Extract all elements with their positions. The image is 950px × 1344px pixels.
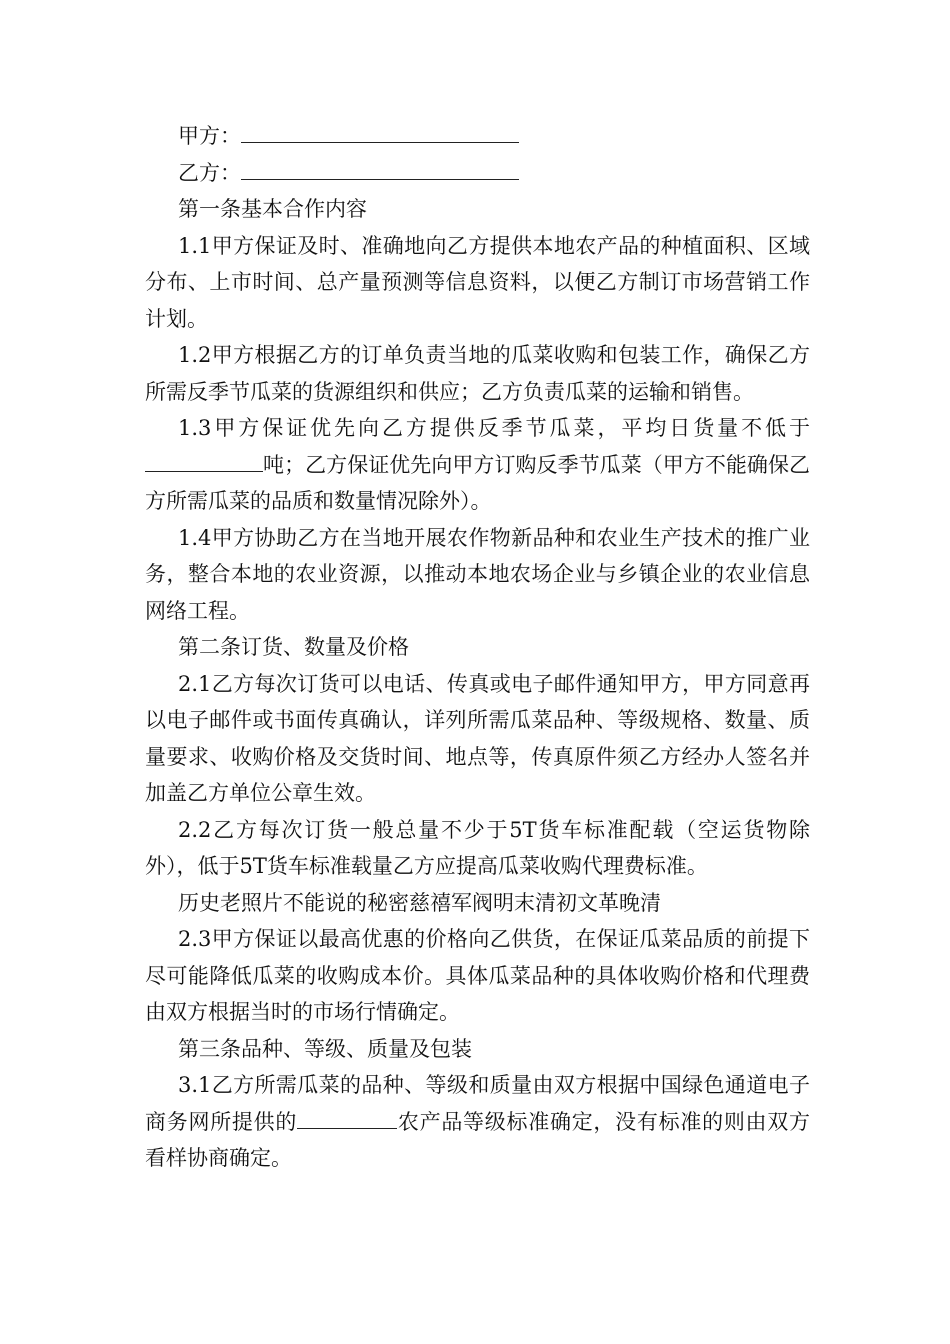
clause-1-3 [145,410,810,520]
clause-2-3: 2.3甲方保证以最高优惠的价格向乙供货，在保证瓜菜品质的前提下尽可能降低瓜菜的收购成本价。具体瓜菜品种的具体收购价格和代理费由双方根据当时的市场行情确定。 [145,927,810,1024]
standard-blank [297,1108,397,1129]
section-2-title: 第二条订货、数量及价格 [178,635,409,659]
party-a-label: 甲方： [178,124,241,148]
tonnage-blank [145,451,263,472]
party-b-label: 乙方： [178,160,241,185]
party-b-line [145,155,810,192]
clause-3-1-pre: 3.1乙方所需瓜菜的品种、等级和质量由双方根据中国绿色通道电子商务网所提供的 [145,1073,810,1134]
section-1-title: 第一条基本合作内容 [178,197,367,221]
party-a-line [145,118,810,155]
section-3-title: 第三条品种、等级、质量及包装 [178,1036,472,1061]
clause-3-1-post: 农产品等级标准确定，没有标准的则由双方看样协商确定。 [145,1109,811,1170]
contract-body [145,118,810,1177]
party-a-blank [241,122,519,143]
clause-2-2: 2.2乙方每次订货一般总量不少于5T货车标准配载（空运货物除外），低于5T货车标准载量乙方应提高瓜菜收购代理费标准。 [145,817,810,878]
clause-3-1 [145,1067,810,1177]
noise-line: 历史老照片不能说的秘密慈禧军阀明末清初文革晚清 [178,890,661,915]
clause-1-3-post: 吨；乙方保证优先向甲方订购反季节瓜菜（甲方不能确保乙方所需瓜菜的品质和数量情况除外）。 [145,452,810,513]
clause-1-3-pre: 1.3甲方保证优先向乙方提供反季节瓜菜，平均日货量不低于 [178,416,810,440]
party-b-blank [241,159,519,180]
clause-1-1: 1.1甲方保证及时、准确地向乙方提供本地农产品的种植面积、区域分布、上市时间、总产量预测等信息资料，以便乙方制订市场营销工作计划。 [145,233,810,331]
clause-2-1: 2.1乙方每次订货可以电话、传真或电子邮件通知甲方，甲方同意再以电子邮件或书面传真确认，详列所需瓜菜品种、等级规格、数量、质量要求、收购价格及交货时间、地点等，传真原件须乙方经办人签名并加盖乙方单位公章生效。 [145,671,810,805]
clause-1-4: 1.4甲方协助乙方在当地开展农作物新品种和农业生产技术的推广业务，整合本地的农业资源，以推动本地农场企业与乡镇企业的农业信息网络工程。 [145,525,810,623]
clause-1-2: 1.2甲方根据乙方的订单负责当地的瓜菜收购和包装工作，确保乙方所需反季节瓜菜的货源组织和供应；乙方负责瓜菜的运输和销售。 [145,343,810,404]
